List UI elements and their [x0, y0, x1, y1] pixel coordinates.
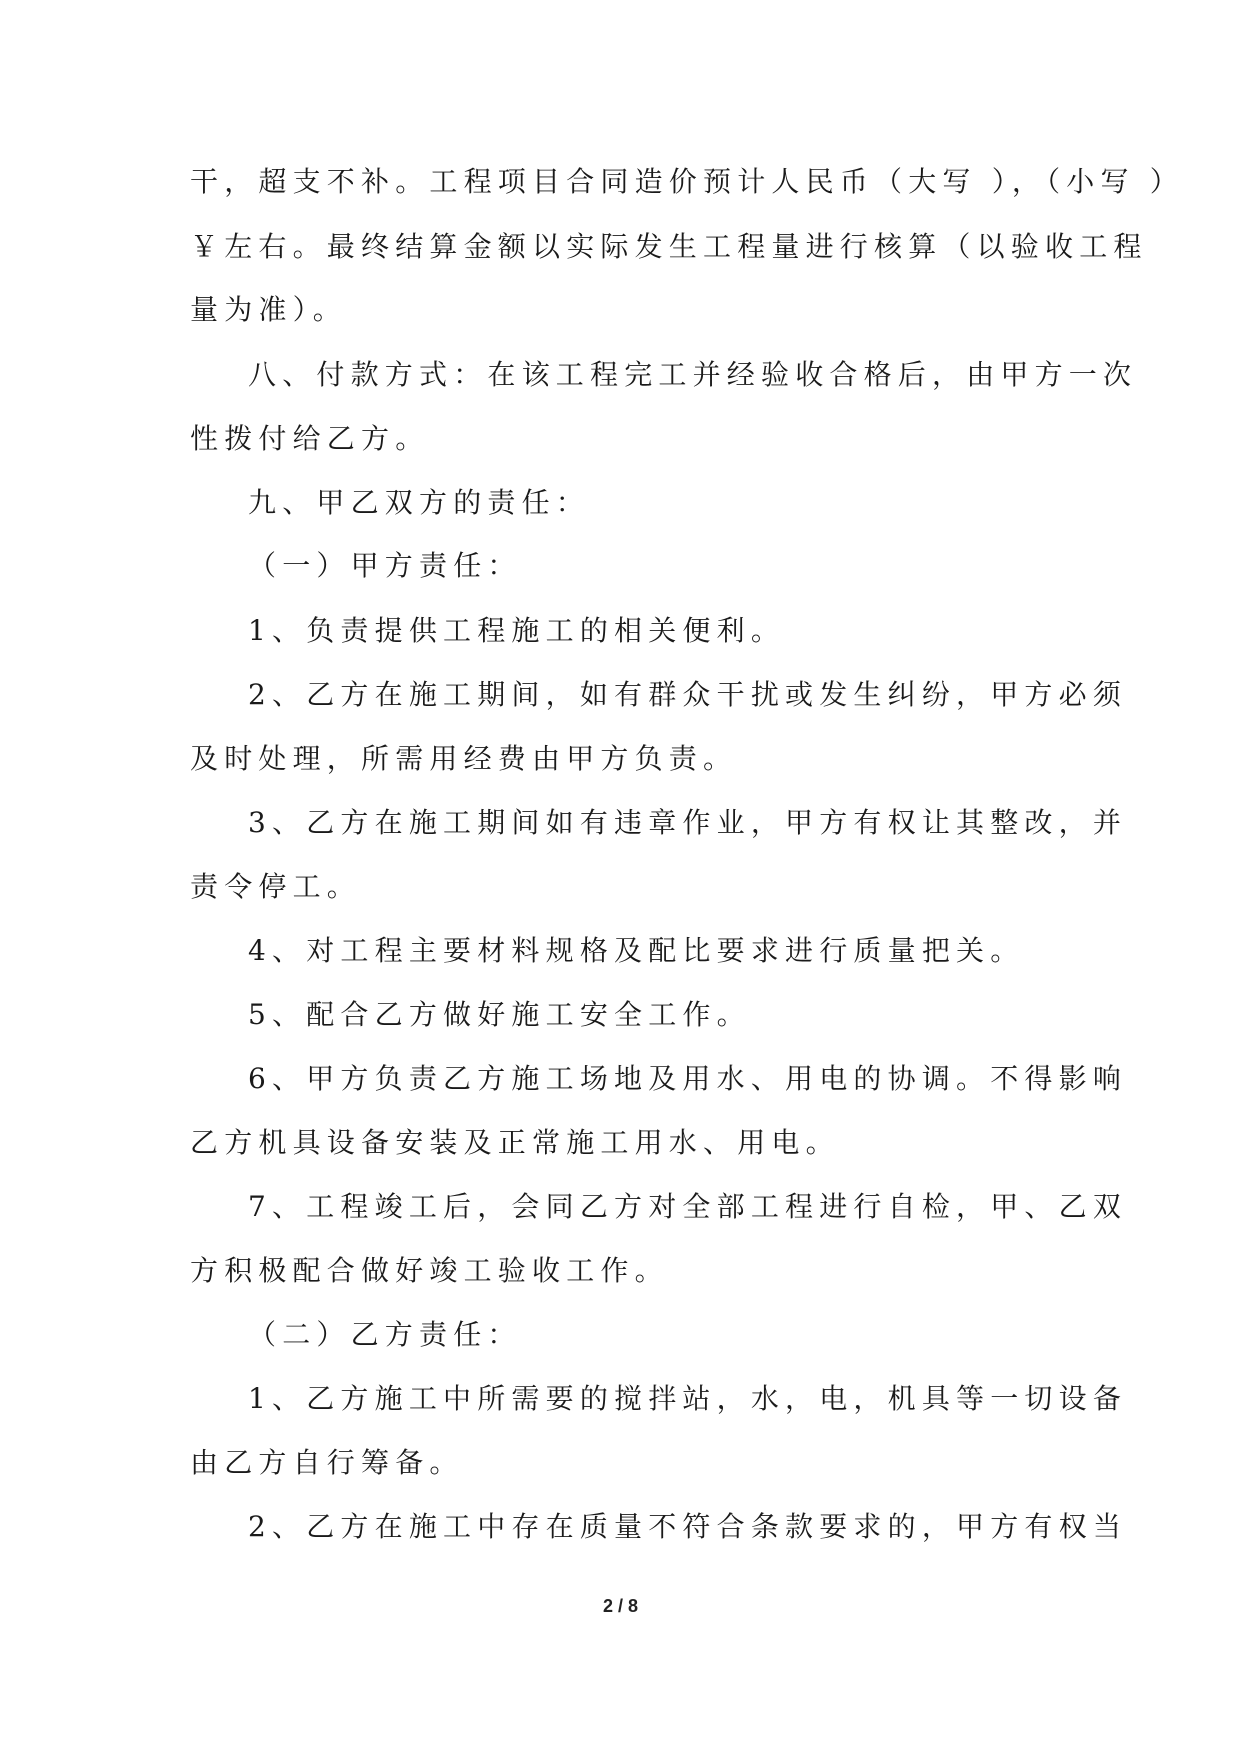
section-heading: （一）甲方责任：	[248, 549, 522, 582]
text-line: 乙方机具设备安装及正常施工用水、用电。	[190, 1126, 840, 1159]
text-line: 2、乙方在施工期间，如有群众干扰或发生纠纷，甲方必须	[248, 678, 1128, 711]
text-line: ￥左右。最终结算金额以实际发生工程量进行核算（以验收工程	[190, 230, 1148, 263]
text-line: 由乙方自行筹备。	[190, 1446, 464, 1479]
page-number: 2 / 8	[602, 1596, 639, 1616]
text-line: 1、乙方施工中所需要的搅拌站，水，电，机具等一切设备	[248, 1382, 1128, 1415]
text-line: 6、甲方负责乙方施工场地及用水、用电的协调。不得影响	[248, 1062, 1128, 1095]
text-line: 量为准）。	[190, 293, 348, 326]
text-line: 2、乙方在施工中存在质量不符合条款要求的，甲方有权当	[248, 1510, 1128, 1543]
text-line: 责令停工。	[190, 870, 362, 903]
text-line: 7、工程竣工后，会同乙方对全部工程进行自检，甲、乙双	[248, 1190, 1128, 1223]
text-line: 方积极配合做好竣工验收工作。	[190, 1254, 669, 1287]
text-line: 5、配合乙方做好施工安全工作。	[248, 998, 751, 1031]
section-heading: （二）乙方责任：	[248, 1318, 522, 1351]
text-line: 及时处理，所需用经费由甲方负责。	[190, 742, 738, 775]
text-line: 九、甲乙双方的责任：	[248, 486, 591, 519]
text-line: 4、对工程主要材料规格及配比要求进行质量把关。	[248, 934, 1025, 967]
text-line: 3、乙方在施工期间如有违章作业，甲方有权让其整改，并	[248, 806, 1128, 839]
text-line: 八、付款方式：在该工程完工并经验收合格后，由甲方一次	[248, 358, 1138, 391]
text-line: 性拨付给乙方。	[190, 422, 430, 455]
text-line: 1、负责提供工程施工的相关便利。	[248, 614, 786, 647]
text-line: 干，超支不补。工程项目合同造价预计人民币（大写 ），（小写 ）	[190, 165, 1185, 198]
